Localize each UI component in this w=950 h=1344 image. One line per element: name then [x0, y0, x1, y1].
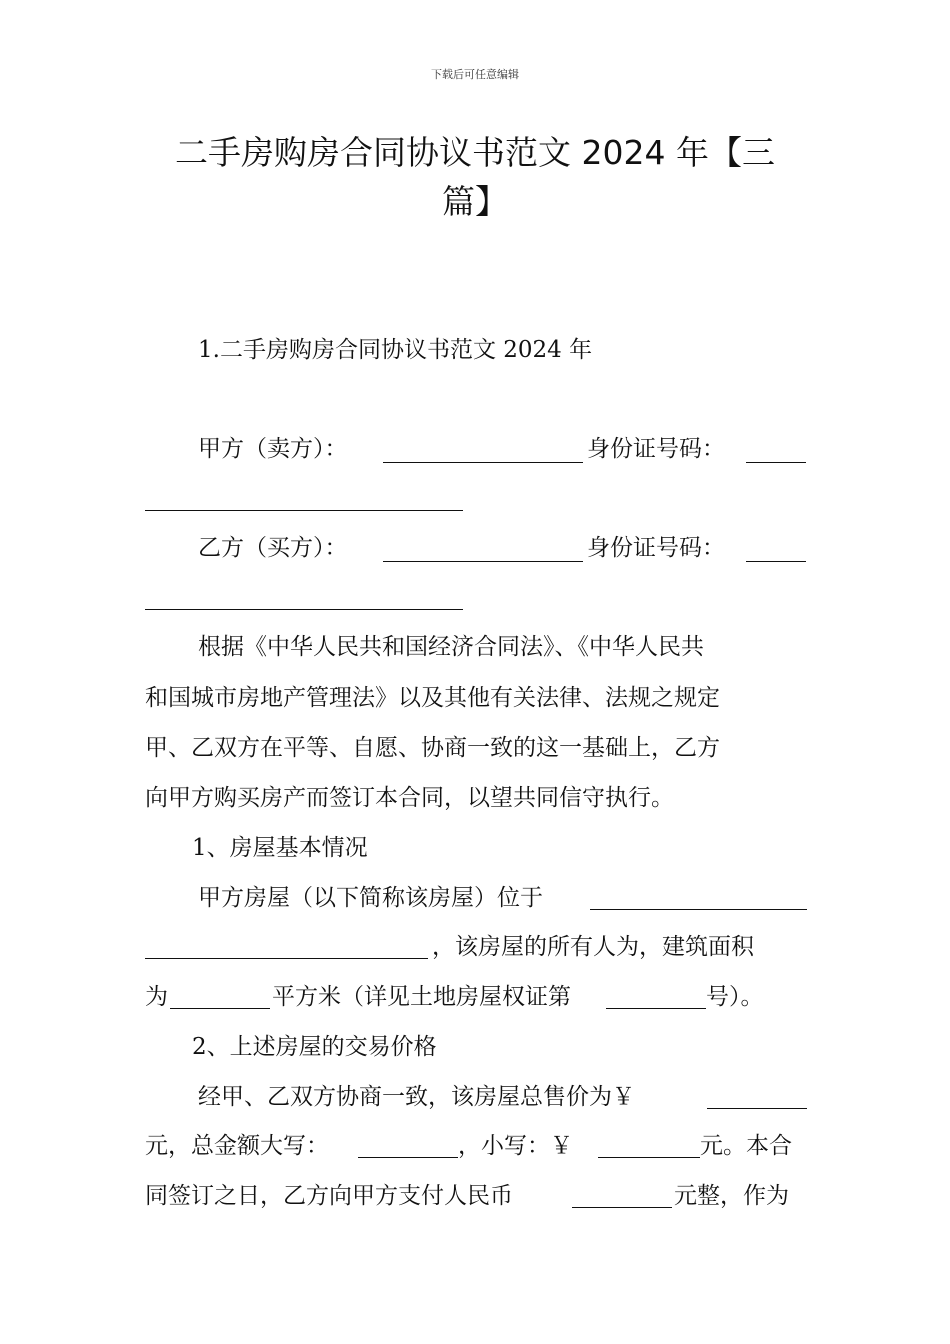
- title-line-1: 二手房购房合同协议书范文 2024 年【三: [175, 133, 775, 172]
- party-b-name-blank: [383, 561, 583, 562]
- preamble-line: 根据《中华人民共和国经济合同法》、《中华人民共: [198, 634, 704, 660]
- clause-2-line-3-a: 同签订之日，乙方向甲方支付人民币: [145, 1183, 513, 1209]
- party-b-id-label: 身份证号码：: [587, 535, 725, 561]
- party-b-id-blank: [746, 561, 806, 562]
- clause-2-line-1: 经甲、乙双方协商一致，该房屋总售价为￥: [198, 1084, 635, 1110]
- total-price-blank: [707, 1108, 807, 1109]
- area-blank: [170, 1008, 270, 1009]
- clause-1-line-3-start: 为: [145, 984, 168, 1010]
- location-blank-continued: [145, 958, 428, 959]
- clause-2-heading: 2、上述房屋的交易价格: [192, 1034, 437, 1060]
- amount-in-figures-blank: [598, 1157, 700, 1158]
- location-blank: [590, 909, 807, 910]
- clause-1-line-1: 甲方房屋（以下简称该房屋）位于: [198, 885, 543, 911]
- certificate-number-blank: [606, 1008, 706, 1009]
- title-line-2: 篇】: [442, 182, 508, 221]
- deposit-blank: [572, 1207, 672, 1208]
- clause-2-line-3-b: 元整，作为: [674, 1183, 789, 1209]
- party-a-label: 甲方（卖方）：: [198, 436, 348, 462]
- clause-1-heading: 1、房屋基本情况: [192, 835, 368, 861]
- preamble-line: 向甲方购买房产而签订本合同，以望共同信守执行。: [145, 785, 674, 811]
- document-title: [145, 128, 805, 226]
- party-a-id-label: 身份证号码：: [587, 436, 725, 462]
- party-b-label: 乙方（买方）：: [198, 535, 348, 561]
- clause-1-line-2: ，该房屋的所有人为，建筑面积: [432, 934, 754, 960]
- header-note: 下载后可任意编辑: [431, 68, 519, 81]
- clause-2-line-2-c: 元。本合: [700, 1133, 792, 1159]
- clause-1-line-3-end: 号）。: [706, 984, 764, 1010]
- clause-2-line-2-a: 元，总金额大写：: [145, 1133, 329, 1159]
- party-a-id-blank: [746, 462, 806, 463]
- section-heading: 1.二手房购房合同协议书范文 2024 年: [198, 337, 593, 363]
- clause-2-line-2-b: ，小写：￥: [458, 1133, 573, 1159]
- party-a-id-blank-continued: [145, 510, 463, 511]
- party-b-id-blank-continued: [145, 609, 463, 610]
- preamble-line: 甲、乙双方在平等、自愿、协商一致的这一基础上，乙方: [145, 735, 720, 761]
- preamble-line: 和国城市房地产管理法》以及其他有关法律、法规之规定: [145, 685, 720, 711]
- party-a-name-blank: [383, 462, 583, 463]
- amount-in-words-blank: [358, 1157, 458, 1158]
- clause-1-line-3-mid: 平方米（详见土地房屋权证第: [272, 984, 571, 1010]
